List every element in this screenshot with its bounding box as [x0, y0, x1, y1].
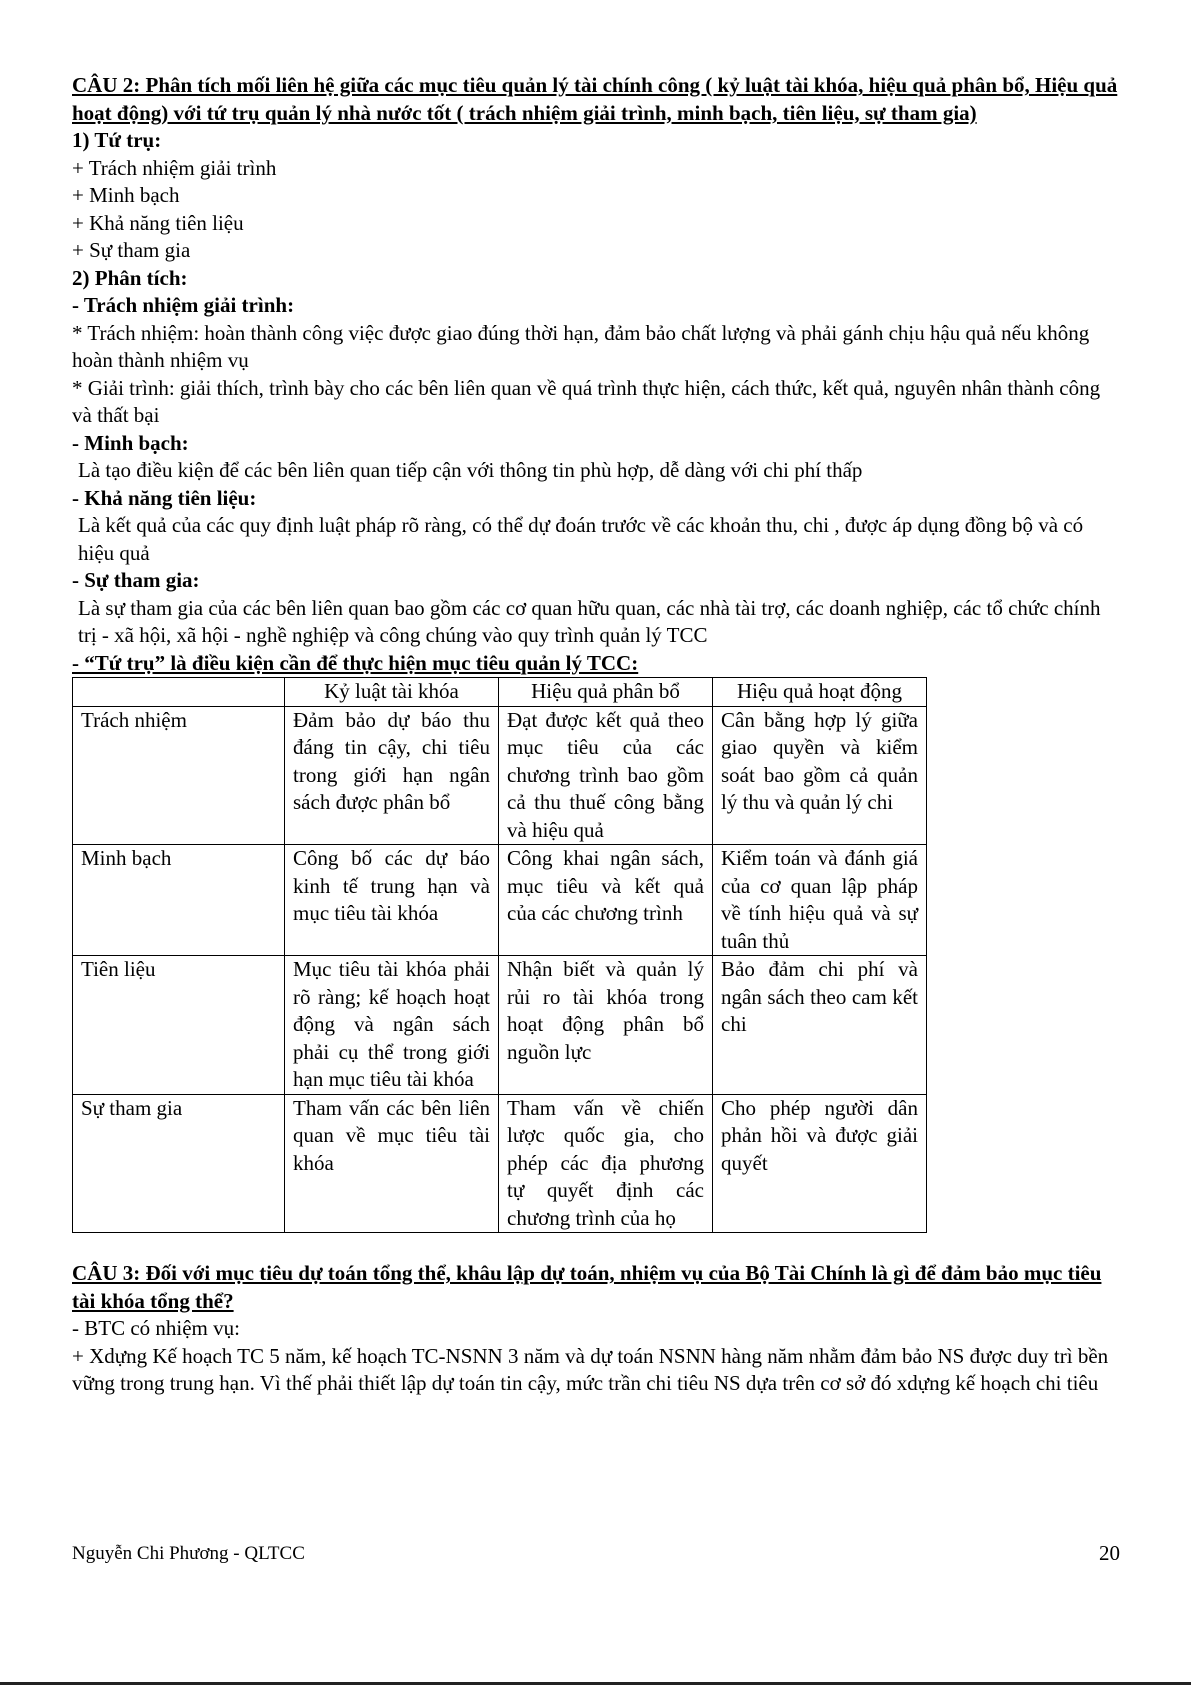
table-cell: Đảm bảo dự báo thu đáng tin cậy, chi tiêu trong giới hạn ngân sách được phân bổ	[285, 706, 499, 845]
table-row	[73, 956, 927, 1095]
accountability-heading: - Trách nhiệm giải trình:	[72, 293, 295, 317]
table-cell: Đạt được kết quả theo mục tiêu của các chương trình bao gồm cả thu thuế công bằng và hiệu quả	[499, 706, 713, 845]
explanation-paragraph: * Giải trình: giải thích, trình bày cho các bên liên quan về quá trình thực hiện, cách thức, kết quả, nguyên nhân thành công và thất bại	[72, 375, 1101, 427]
page-number: 20	[1099, 1541, 1120, 1565]
q3-paragraph: + Xdựng Kế hoạch TC 5 năm, kế hoạch TC-NSNN 3 năm và dự toán NSNN hàng năm nhằm đảm bảo NS được duy trì bền vững trong trung hạn. Vì thế phải thiết lập dự toán tin cậy, mức trần chi tiêu NS dựa trên cơ sở đó xdựng kế hoạch chi tiêu	[72, 1343, 1109, 1395]
table-cell: Tham vấn về chiến lược quốc gia, cho phép các địa phương tự quyết định các chương trình của họ	[499, 1094, 713, 1233]
table-heading: - “Tứ trụ” là điều kiện cần để thực hiện mục tiêu quản lý TCC:	[72, 650, 639, 675]
document-page	[72, 72, 1120, 1398]
table-cell: Công bố các dự báo kinh tế trung hạn và mục tiêu tài khóa	[285, 845, 499, 956]
table-row	[73, 845, 927, 956]
table-row	[73, 706, 927, 845]
row-label-cell: Trách nhiệm	[73, 706, 285, 845]
pillar-item: + Minh bạch	[72, 183, 180, 207]
table-header-cell: Kỷ luật tài khóa	[285, 678, 499, 707]
pillars-objectives-table	[72, 677, 927, 1233]
table-cell: Tham vấn các bên liên quan về mục tiêu tài khóa	[285, 1094, 499, 1233]
table-header-cell: Hiệu quả phân bổ	[499, 678, 713, 707]
pillar-item: + Trách nhiệm giải trình	[72, 155, 277, 180]
predictability-heading: - Khả năng tiên liệu:	[72, 485, 257, 510]
row-label-cell: Tiên liệu	[73, 956, 285, 1095]
footer-author: Nguyễn Chi Phương - QLTCC	[72, 1543, 305, 1564]
row-label-cell: Sự tham gia	[73, 1094, 285, 1233]
page-footer	[72, 1540, 1120, 1568]
table-cell: Nhận biết và quản lý rủi ro tài khóa trong hoạt động phân bổ nguồn lực	[499, 956, 713, 1095]
table-cell: Cân bằng hợp lý giữa giao quyền và kiểm soát bao gồm cả quản lý thu và quản lý chi	[713, 706, 927, 845]
table-cell: Cho phép người dân phản hồi và được giải quyết	[713, 1094, 927, 1233]
question-2-title: CÂU 2: Phân tích mối liên hệ giữa các mục tiêu quản lý tài chính công ( kỷ luật tài khóa, hiệu quả phân bổ, Hiệu quả hoạt động) với tứ trụ quản lý nhà nước tốt ( trách nhiệm giải trình, minh bạch, tiên liệu, sự tham gia)	[72, 73, 1118, 125]
pillar-item: + Sự tham gia	[72, 238, 191, 262]
row-label-cell: Minh bạch	[73, 845, 285, 956]
q3-paragraph: - BTC có nhiệm vụ:	[72, 1316, 240, 1340]
section-spacer	[72, 1233, 1120, 1260]
table-header-cell: Hiệu quả hoạt động	[713, 678, 927, 707]
table-header-cell	[73, 678, 285, 707]
participation-heading: - Sự tham gia:	[72, 568, 200, 592]
table-header-row	[73, 678, 927, 707]
table-cell: Bảo đảm chi phí và ngân sách theo cam kết chi	[713, 956, 927, 1095]
predictability-paragraph: Là kết quả của các quy định luật pháp rõ ràng, có thể dự đoán trước về các khoản thu, chi , được áp dụng đồng bộ và có hiệu quả	[78, 513, 1084, 565]
table-cell: Công khai ngân sách, mục tiêu và kết quả của các chương trình	[499, 845, 713, 956]
pillar-item: + Khả năng tiên liệu	[72, 210, 244, 235]
participation-paragraph: Là sự tham gia của các bên liên quan bao gồm các cơ quan hữu quan, các nhà tài trợ, các doanh nghiệp, các tổ chức chính trị - xã hội, xã hội - nghề nghiệp và công chúng vào quy trình quản lý TCC	[78, 595, 1101, 647]
table-row	[73, 1094, 927, 1233]
section-1-heading: 1) Tứ trụ:	[72, 128, 162, 152]
table-cell: Mục tiêu tài khóa phải rõ ràng; kế hoạch hoạt động và ngân sách phải cụ thể trong giới hạn mục tiêu tài khóa	[285, 956, 499, 1095]
transparency-heading: - Minh bạch:	[72, 430, 189, 455]
question-3-title: CÂU 3: Đối với mục tiêu dự toán tổng thể, khâu lập dự toán, nhiệm vụ của Bộ Tài Chính là gì để đảm bảo mục tiêu tài khóa tổng thể?	[72, 1261, 1102, 1313]
section-2-heading: 2) Phân tích:	[72, 265, 188, 290]
accountability-paragraph: * Trách nhiệm: hoàn thành công việc được giao đúng thời hạn, đảm bảo chất lượng và phải gánh chịu hậu quả nếu không hoàn thành nhiệm vụ	[72, 320, 1090, 372]
table-cell: Kiểm toán và đánh giá của cơ quan lập pháp về tính hiệu quả và sự tuân thủ	[713, 845, 927, 956]
transparency-paragraph: Là tạo điều kiện để các bên liên quan tiếp cận với thông tin phù hợp, dễ dàng với chi phí thấp	[78, 458, 863, 482]
